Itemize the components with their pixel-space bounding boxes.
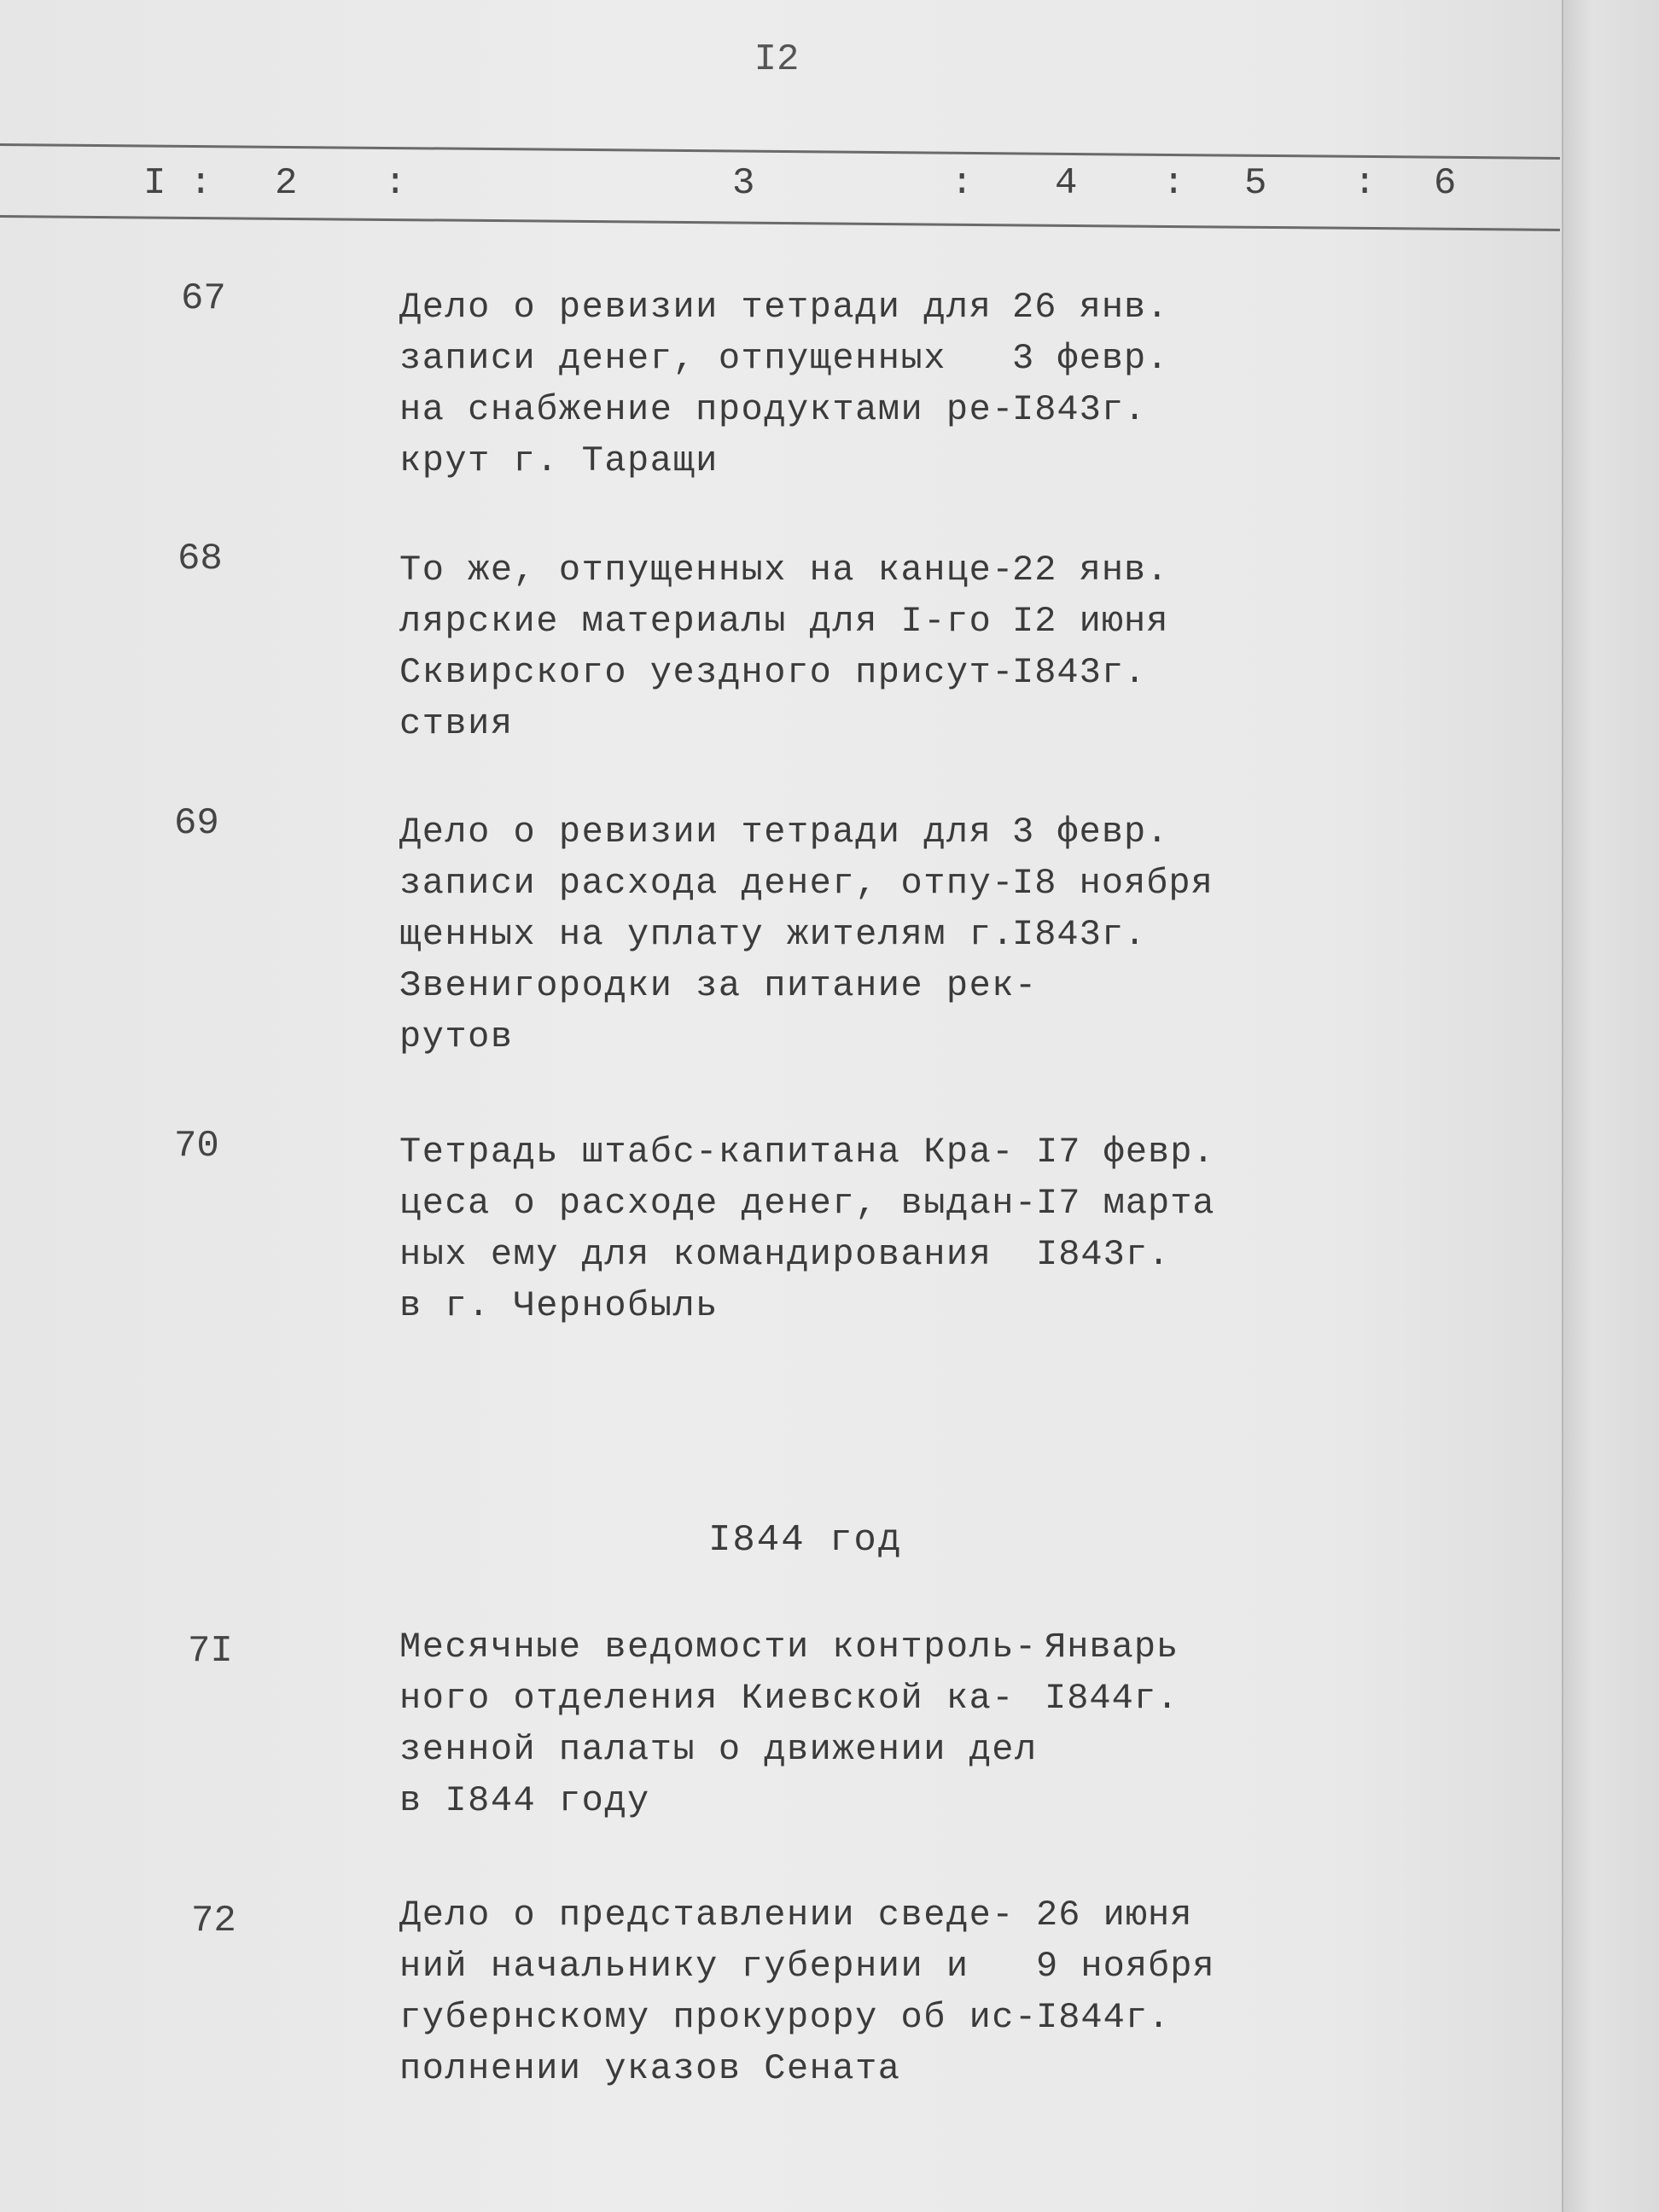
description-line: крут г. Таращи xyxy=(399,440,719,481)
description-line: Дело о ревизии тетради для xyxy=(399,287,992,328)
date-line: 26 янв. xyxy=(1012,287,1169,328)
entry-description xyxy=(399,1126,1048,1331)
description-line: ний начальнику губернии и xyxy=(399,1946,969,1987)
date-line: I2 июня xyxy=(1012,601,1169,642)
column-header-4: 4 xyxy=(1055,162,1078,205)
entry-dates xyxy=(1012,544,1234,698)
description-line: То же, отпущенных на канце- xyxy=(399,550,1016,591)
description-line: записи денег, отпущенных xyxy=(399,338,946,379)
entry-dates xyxy=(1045,1621,1266,1724)
description-line: рутов xyxy=(399,1016,514,1057)
entry-number: 67 xyxy=(181,277,226,320)
entry-description xyxy=(399,806,1048,1062)
column-separator: : xyxy=(384,162,407,205)
column-separator: : xyxy=(951,162,974,205)
entry-number: 70 xyxy=(174,1125,219,1167)
description-line: лярские материалы для I-го xyxy=(399,601,992,642)
column-separator: : xyxy=(189,162,212,205)
date-line: I7 февр. xyxy=(1036,1132,1215,1173)
column-separator: : xyxy=(1162,162,1185,205)
description-line: зенной палаты о движении дел xyxy=(399,1729,1038,1770)
entry-dates xyxy=(1012,806,1234,960)
date-line: I7 марта xyxy=(1036,1183,1215,1224)
description-line: Месячные ведомости контроль- xyxy=(399,1627,1038,1668)
entry-number: 68 xyxy=(178,538,223,580)
entry-dates xyxy=(1012,282,1234,435)
description-line: полнении указов Сената xyxy=(399,2048,901,2089)
date-line: I844г. xyxy=(1045,1678,1179,1719)
description-line: Дело о представлении сведе- xyxy=(399,1895,1016,1936)
description-line: цеса о расходе денег, выдан- xyxy=(399,1183,1038,1224)
description-line: ствия xyxy=(399,703,514,744)
description-line: в г. Чернобыль xyxy=(399,1285,719,1326)
description-line: Дело о ревизии тетради для xyxy=(399,812,992,853)
description-line: записи расхода денег, отпу- xyxy=(399,863,1016,904)
column-header-2: 2 xyxy=(275,162,298,205)
description-line: Звенигородки за питание рек- xyxy=(399,965,1038,1006)
year-heading: I844 год xyxy=(708,1519,903,1562)
date-line: Январь xyxy=(1045,1627,1179,1668)
entry-description xyxy=(399,544,1048,749)
date-line: I843г. xyxy=(1012,389,1147,430)
page-number: I2 xyxy=(754,38,800,81)
description-line: в I844 году xyxy=(399,1780,650,1821)
column-separator: : xyxy=(1353,162,1377,205)
date-line: 3 февр. xyxy=(1012,812,1169,853)
entry-dates xyxy=(1036,1889,1258,2043)
entry-number: 7I xyxy=(188,1630,233,1673)
date-line: I8 ноября xyxy=(1012,863,1214,904)
date-line: I843г. xyxy=(1012,652,1147,693)
entry-description xyxy=(399,1889,1048,2094)
column-header-5: 5 xyxy=(1244,162,1267,205)
entry-description xyxy=(399,1621,1048,1826)
date-line: 26 июня xyxy=(1036,1895,1193,1936)
entry-dates xyxy=(1036,1126,1258,1280)
column-header-6: 6 xyxy=(1434,162,1457,205)
description-line: Тетрадь штабс-капитана Кра- xyxy=(399,1132,1016,1173)
date-line: I843г. xyxy=(1012,914,1147,955)
description-line: ных ему для командирования xyxy=(399,1234,992,1275)
description-line: на снабжение продуктами ре- xyxy=(399,389,1016,430)
entry-description xyxy=(399,282,1048,486)
description-line: губернскому прокурору об ис- xyxy=(399,1997,1038,2038)
page-edge xyxy=(1562,0,1659,2212)
description-line: щенных на уплату жителям г. xyxy=(399,914,1016,955)
date-line: 3 февр. xyxy=(1012,338,1169,379)
entry-number: 69 xyxy=(174,802,219,845)
date-line: 22 янв. xyxy=(1012,550,1169,591)
description-line: Сквирского уездного присут- xyxy=(399,652,1016,693)
entry-number: 72 xyxy=(191,1900,236,1942)
date-line: I843г. xyxy=(1036,1234,1171,1275)
column-header-3: 3 xyxy=(732,162,755,205)
description-line: ного отделения Киевской ка- xyxy=(399,1678,1016,1719)
column-header-1: I xyxy=(143,162,166,205)
date-line: I844г. xyxy=(1036,1997,1171,2038)
date-line: 9 ноября xyxy=(1036,1946,1215,1987)
